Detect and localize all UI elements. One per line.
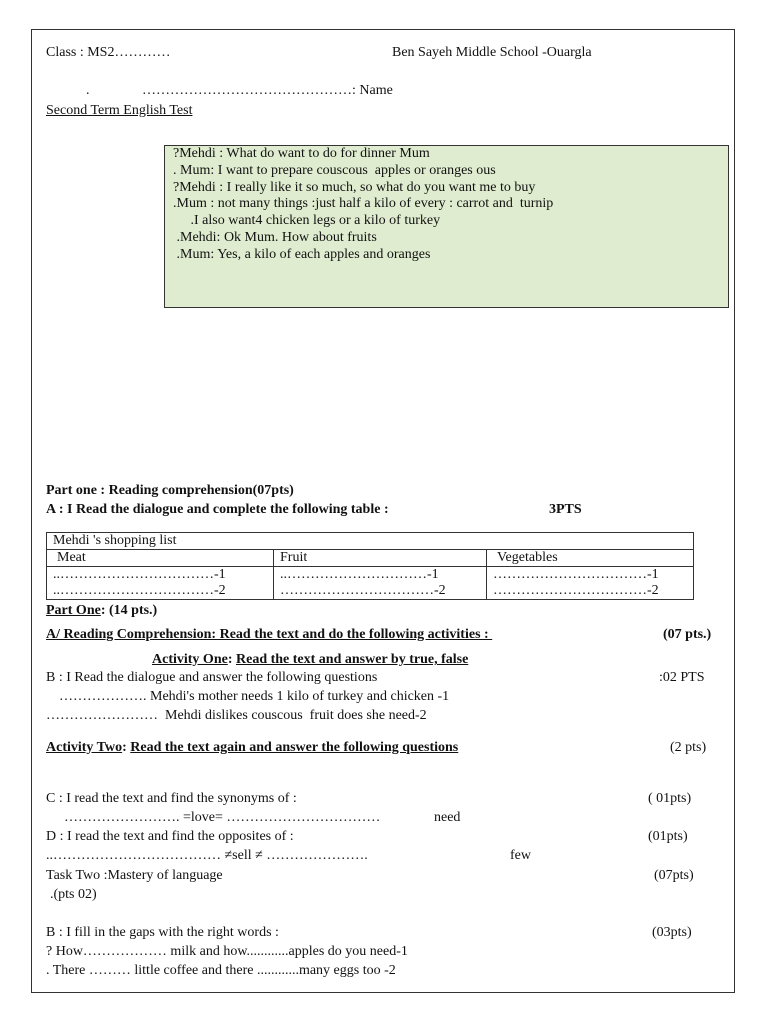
task-two-heading: Task Two :Mastery of language (46, 868, 223, 883)
reading-comprehension-heading: A/ Reading Comprehension: Read the text and do the following activities : (46, 627, 493, 642)
column-header-meat: Meat (47, 550, 274, 567)
activity-two-points: (2 pts) (670, 740, 707, 755)
name-line: . ………………………………………: Name (86, 83, 393, 98)
task-a-points: 3PTS (549, 502, 582, 517)
activity-two-text: Read the text again and answer the following questions (130, 740, 459, 755)
part-one-heading (46, 602, 157, 619)
true-false-question-2: …………………… Mehdi dislikes couscous fruit does she need-2 (46, 708, 427, 723)
class-label: Class : MS2………… (46, 45, 171, 60)
task-b2-instruction: B : I fill in the gaps with the right words : (46, 925, 279, 940)
activity-two-separator: : (122, 740, 131, 755)
dialogue-line: .I also want4 chicken legs or a kilo of turkey (173, 213, 441, 229)
part-one-title: Part one : Reading comprehension(07pts) (46, 483, 294, 498)
table-cell: ..…………………………-1 (274, 567, 487, 584)
table-cell: ……………………………-2 (274, 583, 487, 600)
part-one-label: Part One (46, 603, 101, 618)
task-b2-points: (03pts) (652, 925, 692, 940)
part-one-points: : (14 pts.) (100, 603, 158, 618)
table-cell: ……………………………-1 (487, 567, 694, 584)
column-header-fruit: Fruit (274, 550, 487, 567)
activity-two-label: Activity Two (46, 740, 123, 755)
test-title: Second Term English Test (46, 103, 193, 118)
opposite-line: ..……………………………… ≠sell ≠ …………………. (46, 848, 368, 863)
dialogue-line: ?Mehdi : I really like it so much, so what do you want me to buy (173, 179, 536, 195)
task-b-instruction: B : I Read the dialogue and answer the following questions (46, 670, 378, 685)
column-header-vegetables: Vegetables (487, 550, 694, 567)
shopping-list-table (46, 532, 694, 600)
task-c-instruction: C : I read the text and find the synonyms of : (46, 791, 297, 806)
task-b-points: :02 PTS (659, 670, 705, 685)
table-cell: ..……………………………-2 (47, 583, 274, 600)
task-c-points: ( 01pts) (648, 791, 692, 806)
table-cell: ..……………………………-1 (47, 567, 274, 584)
opposite-word: few (510, 848, 531, 863)
activity-one-label: Activity One (152, 652, 228, 667)
task-a-instruction: A : I Read the dialogue and complete the following table : (46, 502, 389, 517)
activity-one-text: Read the text and answer by true, false (236, 652, 469, 667)
activity-two-heading (46, 739, 458, 756)
school-name: Ben Sayeh Middle School -Ouargla (392, 45, 592, 60)
table-cell: ……………………………-2 (487, 583, 694, 600)
task-d-instruction: D : I read the text and find the opposites of : (46, 829, 294, 844)
dialogue-box (164, 145, 729, 308)
gap-fill-sentence-2: . There ……… little coffee and there ............many eggs too -2 (46, 963, 396, 978)
gap-fill-sentence-1: ? How……………… milk and how............apples do you need-1 (46, 944, 408, 959)
task-two-subpoints: .(pts 02) (50, 887, 97, 902)
task-d-points: (01pts) (648, 829, 688, 844)
table-caption: Mehdi 's shopping list (47, 533, 694, 550)
table-header-row (47, 550, 694, 567)
activity-one-heading (152, 651, 468, 668)
dialogue-line: . Mum: I want to prepare couscous apples or oranges ous (173, 162, 496, 178)
dialogue-line: .Mum: Yes, a kilo of each apples and oranges (173, 246, 431, 262)
dialogue-line: ?Mehdi : What do want to do for dinner Mum (173, 146, 430, 161)
table-caption-row (47, 533, 694, 550)
reading-comprehension-points: (07 pts.) (663, 627, 712, 642)
task-two-points: (07pts) (654, 868, 694, 883)
dialogue-line: .Mum : not many things :just half a kilo of every : carrot and turnip (173, 196, 554, 212)
activity-one-separator: : (227, 652, 236, 667)
table-row (47, 567, 694, 584)
dialogue-line: .Mehdi: Ok Mum. How about fruits (173, 229, 377, 245)
synonym-line: ……………………. =love= …………………………… (64, 810, 381, 825)
table-row (47, 583, 694, 600)
synonym-word: need (434, 810, 461, 825)
true-false-question-1: ………………. Mehdi's mother needs 1 kilo of turkey and chicken -1 (59, 689, 450, 704)
